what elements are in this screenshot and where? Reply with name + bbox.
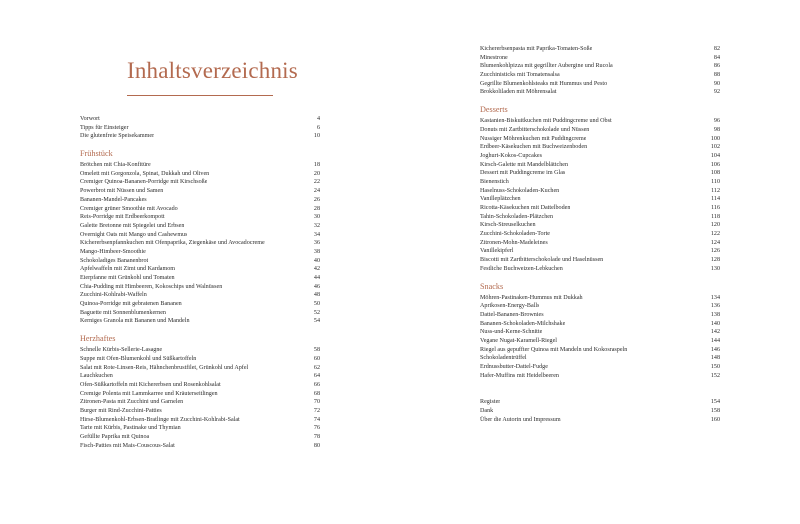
toc-entry-page: 28	[313, 205, 320, 212]
toc-entry-page: 44	[313, 275, 320, 281]
toc-entry	[80, 398, 320, 407]
toc-section-heading: Herzhaftes	[80, 334, 116, 344]
toc-entry-title: Hafer-Muffins mit Heidelbeeren	[480, 372, 559, 379]
toc-entry-title: Quinoa-Porridge mit gebratenen Bananen	[80, 301, 182, 308]
toc-entry	[480, 80, 720, 89]
toc-entry-page: 38	[313, 248, 320, 255]
toc-entry	[480, 337, 720, 346]
toc-entry	[80, 115, 320, 124]
toc-entry-page: 24	[313, 188, 320, 195]
toc-entry-title: Eierpfanne mit Grünkohl und Tomaten	[80, 275, 175, 281]
toc-entry	[480, 302, 720, 311]
toc-section-heading: Snacks	[480, 281, 504, 291]
toc-entry-page: 160	[710, 416, 720, 423]
toc-entry-page: 108	[710, 170, 720, 177]
toc-entry	[480, 328, 720, 337]
toc-entry-page: 102	[710, 144, 720, 151]
toc-entry	[80, 355, 320, 364]
toc-entry	[80, 231, 320, 240]
toc-entry-title: Bananen-Schokoladen-Milchshake	[480, 320, 566, 327]
toc-entry	[80, 283, 320, 292]
toc-entry-page: 62	[313, 364, 320, 371]
toc-entry-page: 36	[313, 240, 320, 247]
toc-entry-page: 20	[313, 170, 320, 177]
toc-entry	[480, 213, 720, 222]
toc-entry-page: 146	[710, 346, 720, 353]
toc-entry	[480, 363, 720, 372]
toc-entry	[480, 354, 720, 363]
toc-entry-page: 46	[313, 283, 320, 290]
toc-entry-title: Kichererbsenpfannkuchen mit Ofenpaprika, Ziegenkäse und Avocadocreme	[80, 240, 265, 247]
toc-entry-page: 142	[710, 329, 720, 336]
toc-entry-title: Chia-Pudding mit Himbeeren, Kokoschips und Walnüssen	[80, 283, 223, 290]
toc-entry	[480, 230, 720, 239]
toc-entry-title: Lauchkuchen	[80, 373, 113, 380]
toc-entry	[80, 442, 320, 451]
toc-entry-page: 52	[313, 309, 320, 316]
toc-section-heading: Frühstück	[80, 149, 113, 159]
toc-entry-title: Kichererbsenpasta mit Paprika-Tomaten-Soße	[480, 46, 593, 52]
toc-entry-title: Möhren-Pastinaken-Hummus mit Dukkah	[480, 294, 583, 301]
toc-entry-page: 148	[710, 355, 720, 362]
toc-entry-page: 78	[313, 434, 320, 440]
toc-entry	[80, 372, 320, 381]
toc-entry-page: 22	[313, 179, 320, 186]
spacer	[480, 380, 720, 398]
toc-entry-page: 134	[710, 294, 720, 301]
toc-entry-title: Erdnussbutter-Dattel-Fudge	[480, 364, 548, 370]
toc-entry-title: Dank	[480, 408, 494, 415]
toc-entry	[80, 364, 320, 373]
toc-entry	[480, 221, 720, 230]
toc-entry-page: 60	[313, 355, 320, 362]
toc-entry-page: 114	[711, 196, 720, 203]
toc-entry-title: Haselnuss-Schokoladen-Kuchen	[480, 187, 560, 194]
toc-entry-title: Burger mit Rind-Zucchini-Patties	[80, 407, 162, 414]
toc-entry	[480, 126, 720, 135]
toc-entry-page: 140	[710, 320, 720, 327]
toc-entry	[480, 407, 720, 416]
toc-entry	[480, 320, 720, 329]
toc-entry-title: Kerniges Granola mit Bananen und Mandeln	[80, 318, 190, 325]
toc-entry-title: Hirse-Blumenkohl-Erbsen-Bratlinge mit Zucchini-Kohlrabi-Salat	[80, 416, 240, 423]
toc-entry-page: 110	[711, 178, 720, 185]
toc-entry	[80, 416, 320, 425]
toc-entry-page: 88	[713, 72, 720, 79]
toc-entry-title: Kirsch-Galette mit Mandelblättchen	[480, 161, 568, 168]
toc-entry-title: Nussiger Möhrenkuchen mit Puddingcreme	[480, 135, 587, 142]
toc-entry-title: Tipps für Einsteiger	[80, 124, 129, 131]
toc-entry-page: 104	[710, 152, 720, 159]
toc-entry	[80, 187, 320, 196]
toc-entry-title: Bananen-Mandel-Pancakes	[80, 196, 147, 203]
toc-entry-title: Apfelwaffeln mit Zimt und Kardamom	[80, 266, 175, 273]
toc-right-column	[480, 45, 720, 424]
toc-entry	[480, 239, 720, 248]
toc-entry-title: Galette Bretonne mit Spiegelei und Erbsen	[80, 222, 185, 229]
toc-entry	[480, 204, 720, 213]
toc-entry	[480, 152, 720, 161]
toc-entry	[480, 71, 720, 80]
toc-entry-page: 106	[710, 161, 720, 168]
toc-entry-page: 96	[713, 118, 720, 125]
toc-entry	[480, 311, 720, 320]
toc-entry	[80, 222, 320, 231]
toc-entry	[80, 132, 320, 141]
toc-entry-title: Kastanien-Biskuitkuchen mit Puddingcreme und Obst	[480, 118, 612, 125]
toc-entry-page: 84	[713, 54, 720, 61]
toc-entry	[480, 372, 720, 381]
toc-entry	[80, 407, 320, 416]
toc-entry	[80, 300, 320, 309]
toc-entry	[480, 117, 720, 126]
toc-entry-title: Vanilleplätzchen	[480, 196, 521, 203]
toc-entry-title: Donuts mit Zartbitterschokolade und Nüssen	[480, 126, 590, 133]
toc-entry-title: Erdbeer-Käsekuchen mit Buchweizenboden	[480, 144, 588, 151]
toc-entry-title: Aprikosen-Energy-Balls	[480, 303, 540, 310]
toc-entry-title: Blumenkohlpizza mit gegrillter Aubergine und Rucola	[480, 63, 613, 70]
toc-entry-page: 92	[713, 89, 720, 96]
toc-section-heading: Desserts	[480, 105, 508, 115]
toc-entry	[80, 274, 320, 283]
toc-entry-page: 4	[316, 116, 320, 122]
toc-entry-title: Schnelle Kürbis-Sellerie-Lasagne	[80, 347, 163, 354]
toc-entry-title: Vorwort	[80, 116, 100, 122]
toc-entry-page: 58	[313, 347, 320, 354]
toc-entry-page: 100	[710, 135, 720, 142]
toc-entry	[480, 62, 720, 71]
title-underline	[127, 95, 273, 96]
toc-entry-title: Kirsch-Streuselkuchen	[480, 222, 536, 229]
toc-entry	[480, 195, 720, 204]
toc-entry	[80, 161, 320, 170]
toc-entry-title: Overnight Oats mit Mango und Cashewmus	[80, 231, 188, 238]
toc-entry	[480, 265, 720, 274]
toc-entry-page: 86	[713, 63, 720, 70]
toc-entry-page: 126	[710, 248, 720, 255]
toc-entry-title: Gefüllte Paprika mit Quinoa	[80, 434, 150, 440]
toc-entry-title: Zitronen-Mohn-Madeleines	[480, 239, 548, 246]
toc-entry-page: 18	[313, 162, 320, 169]
toc-entry-title: Suppe mit Ofen-Blumenkohl und Süßkartoffeln	[80, 355, 197, 362]
toc-entry-title: Ricotta-Käsekuchen mit Dattelboden	[480, 205, 571, 211]
toc-entry-page: 70	[313, 399, 320, 406]
toc-entry	[480, 178, 720, 187]
toc-entry-page: 54	[313, 318, 320, 325]
toc-entry-page: 154	[710, 399, 720, 406]
toc-entry-page: 34	[313, 231, 320, 238]
toc-entry	[480, 169, 720, 178]
toc-entry-title: Nuss-und-Kerne-Schnitte	[480, 329, 543, 336]
toc-entry	[80, 170, 320, 179]
toc-entry	[80, 309, 320, 318]
toc-entry	[80, 291, 320, 300]
toc-entry	[80, 346, 320, 355]
toc-entry-title: Vanillekipferl	[480, 248, 514, 255]
toc-entry-page: 128	[710, 257, 720, 264]
toc-entry-page: 122	[710, 231, 720, 238]
toc-entry-page: 76	[313, 425, 320, 432]
toc-entry-title: Gegrillte Blumenkohlsteaks mit Hummus und Pesto	[480, 80, 608, 87]
toc-entry-title: Schokoladiges Bananenbrot	[80, 257, 149, 264]
toc-entry-page: 112	[711, 187, 720, 194]
toc-entry-title: Cremiger grüner Smoothie mit Avocado	[80, 205, 178, 212]
toc-entry-title: Mango-Himbeer-Smoothie	[80, 248, 146, 255]
toc-entry	[480, 256, 720, 265]
toc-entry-title: Schokoladentrüffel	[480, 355, 527, 362]
toc-entry-page: 80	[313, 442, 320, 449]
toc-entry-title: Powerbrot mit Nüssen und Samen	[80, 188, 164, 195]
toc-entry-title: Zucchini-Kohlrabi-Waffeln	[80, 292, 147, 299]
toc-entry-page: 144	[710, 337, 720, 344]
toc-entry	[80, 124, 320, 133]
toc-entry-title: Dattel-Bananen-Brownies	[480, 311, 544, 318]
toc-entry-title: Biscotti mit Zartbitterschokolade und Haselnüssen	[480, 257, 604, 264]
toc-entry-title: Die glutenfreie Speisekammer	[80, 133, 155, 140]
toc-entry-page: 152	[710, 372, 720, 379]
toc-entry-page: 66	[313, 381, 320, 388]
toc-entry-page: 138	[710, 311, 720, 318]
toc-entry	[480, 346, 720, 355]
toc-entry-page: 98	[713, 126, 720, 133]
toc-entry-page: 124	[710, 239, 720, 246]
right-page	[400, 0, 800, 524]
toc-entry-page: 136	[710, 303, 720, 310]
toc-entry-page: 42	[313, 266, 320, 273]
toc-entry-page: 64	[313, 373, 320, 380]
toc-entry	[480, 161, 720, 170]
toc-entry-page: 26	[313, 196, 320, 203]
toc-entry-page: 40	[313, 257, 320, 264]
toc-entry	[80, 433, 320, 442]
toc-entry-page: 6	[316, 124, 320, 131]
toc-entry	[80, 257, 320, 266]
toc-entry	[80, 196, 320, 205]
toc-entry-title: Festliche Buchweizen-Lebkuchen	[480, 265, 563, 272]
toc-entry-page: 120	[710, 222, 720, 229]
toc-entry-page: 10	[313, 133, 320, 140]
toc-entry-page: 116	[711, 205, 720, 211]
toc-entry-page: 150	[710, 364, 720, 370]
page-title: Inhaltsverzeichnis	[127, 58, 298, 83]
toc-entry	[80, 265, 320, 274]
toc-entry-title: Zucchinisticks mit Tomatensalsa	[480, 72, 560, 79]
toc-entry-title: Baguette mit Sonnenblumenkernen	[80, 309, 166, 316]
toc-entry-page: 118	[711, 213, 720, 220]
toc-entry-title: Reis-Porridge mit Erdbeerkompott	[80, 214, 165, 221]
toc-entry-page: 74	[313, 416, 320, 423]
toc-entry	[480, 398, 720, 407]
toc-entry-page: 32	[313, 222, 320, 229]
toc-entry-title: Tahin-Schokoladen-Plätzchen	[480, 213, 554, 220]
toc-entry-page: 90	[713, 80, 720, 87]
toc-entry-title: Register	[480, 399, 501, 406]
toc-entry-page: 130	[710, 265, 720, 272]
toc-entry	[80, 239, 320, 248]
toc-entry-title: Tarte mit Kürbis, Pastinake und Thymian	[80, 425, 181, 432]
toc-entry	[80, 381, 320, 390]
toc-left-column	[80, 115, 320, 450]
toc-entry-title: Omelett mit Gorgonzola, Spinat, Dukkah und Oliven	[80, 170, 210, 177]
toc-entry	[80, 248, 320, 257]
toc-entry-page: 48	[313, 292, 320, 299]
toc-entry-title: Riegel aus gepuffter Quinoa mit Mandeln und Kokosraspeln	[480, 346, 628, 353]
toc-entry	[480, 416, 720, 425]
toc-entry	[80, 205, 320, 214]
toc-entry	[80, 424, 320, 433]
toc-entry	[480, 54, 720, 63]
toc-entry-title: Ofen-Süßkartoffeln mit Kichererbsen und Rosenkohlsalat	[80, 381, 221, 388]
toc-entry-title: Über die Autorin und Impressum	[480, 416, 561, 423]
toc-entry	[80, 390, 320, 399]
toc-entry-page: 50	[313, 301, 320, 308]
toc-entry-page: 158	[710, 408, 720, 415]
toc-entry-title: Zitronen-Pasta mit Zucchini und Garnelen	[80, 399, 184, 406]
toc-entry	[80, 317, 320, 326]
toc-entry-page: 82	[713, 46, 720, 52]
toc-entry	[480, 45, 720, 54]
toc-entry-title: Minestrone	[480, 54, 508, 61]
toc-entry-page: 68	[313, 390, 320, 397]
toc-entry-title: Cremige Polenta mit Lammkarree und Kräuterseitlingen	[80, 390, 218, 397]
toc-entry	[80, 178, 320, 187]
toc-entry-title: Bienenstich	[480, 178, 509, 185]
toc-entry-title: Brötchen mit Chia-Konfitüre	[80, 162, 151, 169]
toc-entry-title: Brokkoliladen mit Möhrensalat	[480, 89, 557, 96]
toc-entry-page: 72	[313, 407, 320, 414]
toc-entry-title: Fisch-Patties mit Mais-Couscous-Salat	[80, 442, 175, 449]
toc-entry-title: Dessert mit Puddingcreme im Glas	[480, 170, 566, 177]
toc-entry	[480, 143, 720, 152]
toc-entry	[480, 187, 720, 196]
toc-entry-title: Salat mit Rote-Linsen-Reis, Hähnchenbrustfilet, Grünkohl und Apfel	[80, 364, 249, 371]
toc-entry-title: Zucchini-Schokoladen-Torte	[480, 231, 550, 238]
toc-entry	[480, 247, 720, 256]
toc-entry	[80, 213, 320, 222]
toc-entry-title: Vegane Nugat-Karamell-Riegel	[480, 337, 557, 344]
toc-entry	[480, 135, 720, 144]
toc-entry-page: 30	[313, 214, 320, 221]
toc-entry-title: Cremiger Quinoa-Bananen-Porridge mit Kirschsoße	[80, 179, 208, 186]
toc-entry-title: Joghurt-Kokos-Cupcakes	[480, 152, 542, 159]
toc-entry	[480, 88, 720, 97]
toc-entry	[480, 294, 720, 303]
